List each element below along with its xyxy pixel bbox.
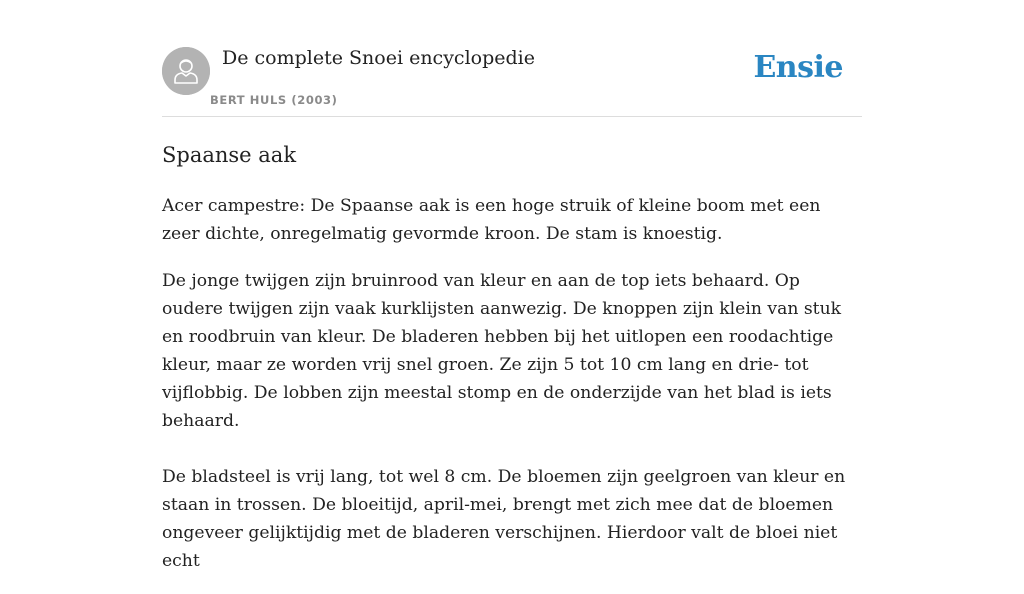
article-page [162, 0, 862, 571]
entry-title: Spaanse aak [162, 143, 297, 167]
source-header [162, 46, 862, 117]
author-name: BERT HULS (2003) [210, 93, 338, 107]
entry-paragraph-intro: Acer campestre: De Spaanse aak is een hoge struik of kleine boom met een zeer dichte, onregelmatig gevormde kroon. De stam is knoestig. [162, 196, 821, 244]
author-avatar[interactable] [162, 47, 210, 95]
entry-body [162, 192, 862, 594]
entry-paragraph-description: De jonge twijgen zijn bruinrood van kleur en aan de top iets behaard. Op oudere twijgen zijn vaak kurklijsten aanwezig. De knoppen zijn klein van stuk en roodbruin van kleur. De bladeren hebben bij het uitlopen een roodachtige kleur, maar ze worden vrij snel groen. Ze zijn 5 tot 10 cm lang en drie- tot vijflobbig. De lobben zijn meestal stomp en de onderzijde van het blad is iets behaard. De bladsteel is vrij lang, tot wel 8 cm. De bloemen zijn geelgroen van kleur en staan in trossen. De bloeitijd, april-mei, brengt met zich mee dat de bloemen ongeveer gelijktijdig met de bladeren verschijnen. Hierdoor valt de bloei niet echt [162, 271, 846, 571]
brand-logo[interactable]: Ensie [753, 50, 843, 85]
book-title[interactable]: De complete Snoei encyclopedie [222, 47, 535, 69]
user-placeholder-icon [162, 47, 210, 95]
